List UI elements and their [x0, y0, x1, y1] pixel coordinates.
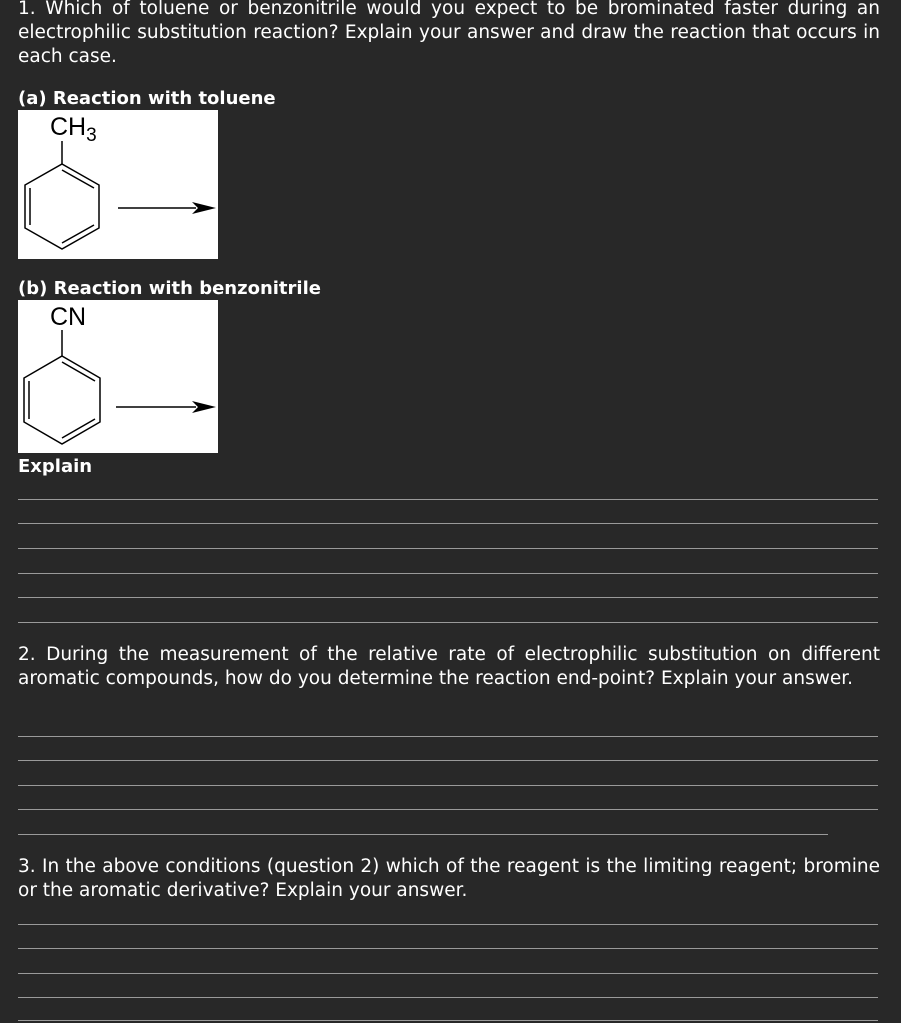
- answer-line[interactable]: [18, 948, 878, 949]
- answer-line[interactable]: [18, 785, 878, 786]
- benzonitrile-structure-svg: [18, 300, 218, 453]
- answer-line[interactable]: [18, 1020, 878, 1021]
- answer-line[interactable]: [18, 548, 878, 549]
- question-3-text: 3. In the above conditions (question 2) which of the reagent is the limiting reagent; bromine or the aromatic derivative? Explain your answer.: [18, 856, 880, 901]
- part-a-heading: (a) Reaction with toluene: [18, 88, 276, 109]
- toluene-structure-svg: [18, 110, 218, 259]
- methyl-label: $CH_3$: [50, 113, 97, 146]
- benzonitrile-reaction-drawing[interactable]: [18, 300, 218, 453]
- answer-line[interactable]: [18, 924, 878, 925]
- answer-line[interactable]: [18, 997, 878, 998]
- answer-line[interactable]: [18, 499, 878, 500]
- answer-line[interactable]: [18, 597, 878, 598]
- question-2-text: 2. During the measurement of the relative rate of electrophilic substitution on different aromatic compounds, how do you determine the reaction end-point? Explain your answer.: [18, 644, 880, 689]
- answer-line[interactable]: [18, 523, 878, 524]
- benzene-ring: [24, 356, 100, 444]
- toluene-reaction-drawing[interactable]: [18, 110, 218, 259]
- nitrile-label: CN: [50, 303, 87, 331]
- answer-line[interactable]: [18, 809, 878, 810]
- answer-line[interactable]: [18, 973, 878, 974]
- answer-line[interactable]: [18, 760, 878, 761]
- explain-heading: Explain: [18, 456, 93, 477]
- answer-line[interactable]: [18, 834, 828, 835]
- answer-line[interactable]: [18, 622, 878, 623]
- question-1-text: 1. Which of toluene or benzonitrile would you expect to be brominated faster during an electrophilic substitution reaction? Explain your answer and draw the reaction that occurs in each case.: [18, 0, 880, 67]
- benzene-ring: [25, 164, 99, 249]
- answer-line[interactable]: [18, 573, 878, 574]
- part-b-heading: (b) Reaction with benzonitrile: [18, 278, 321, 299]
- answer-line[interactable]: [18, 736, 878, 737]
